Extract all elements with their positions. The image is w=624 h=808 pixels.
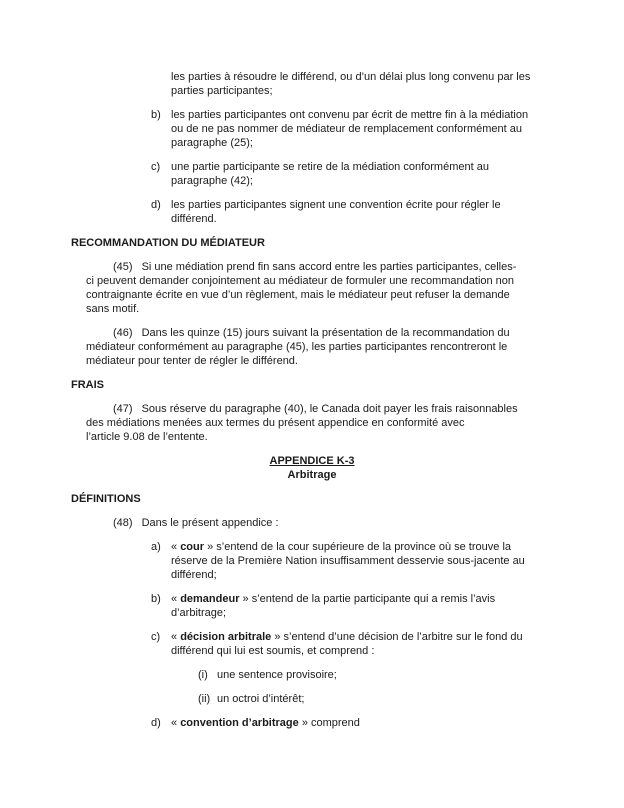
list-item-text (171, 716, 624, 730)
text-line (171, 644, 624, 658)
section-heading (71, 378, 624, 392)
section-heading (71, 236, 624, 250)
text-segment: Dans le présent appendice : (141, 517, 279, 529)
text-segment: ci peuvent demander conjointement au médiateur de formuler une recommandation non (86, 275, 515, 287)
list-item-label: c) (151, 161, 161, 173)
text-segment: paragraphe (25); (171, 137, 253, 149)
text-line (171, 108, 624, 122)
list-item-label: b) (151, 593, 161, 605)
text-line (86, 288, 624, 302)
text-segment: Sous réserve du paragraphe (40), le Canada doit payer les frais raisonnables (141, 403, 518, 415)
text-line (86, 274, 624, 288)
text-segment: Arbitrage (287, 469, 337, 481)
text-segment: Dans les quinze (15) jours suivant la présentation de la recommandation du (141, 327, 510, 339)
text-line (171, 136, 624, 150)
text-line (171, 84, 624, 98)
list-item-text (171, 198, 624, 226)
text-segment: d’arbitrage; (171, 607, 227, 619)
paragraph-number: (45) (113, 261, 133, 273)
paragraph (86, 516, 624, 530)
text-segment: les parties à résoudre le différend, ou d’un délai plus long convenu par les (171, 71, 531, 83)
list-item (71, 540, 624, 582)
paragraph-number: (46) (113, 327, 133, 339)
paragraph (86, 402, 624, 444)
list-item (71, 592, 624, 620)
list-item-text (171, 160, 624, 188)
text-segment: une partie participante se retire de la médiation conformément au (171, 161, 489, 173)
text-segment: RECOMMANDATION DU MÉDIATEUR (71, 237, 265, 249)
paragraph (86, 260, 624, 316)
text-segment: « (171, 717, 181, 729)
section-heading-text (71, 492, 624, 506)
text-segment: un octroi d’intérêt; (217, 693, 305, 705)
text-line (86, 302, 624, 316)
list-item-label: d) (151, 199, 161, 211)
text-line (171, 568, 624, 582)
text-line (171, 122, 624, 136)
section-heading-text (71, 236, 624, 250)
text-line (171, 592, 624, 606)
text-segment: » s’entend de la partie participante qui a remis l’avis (239, 593, 496, 605)
list-item (71, 160, 624, 188)
list-item (71, 716, 624, 730)
list-item-label: (i) (198, 669, 208, 681)
text-segment: réserve de la Première Nation insuffisamment desservie sous-jacente au (171, 555, 525, 567)
page-content (71, 70, 624, 730)
list-item-label: c) (151, 631, 161, 643)
roman-list-item (71, 692, 624, 706)
text-segment: contraignante écrite en vue d’un règlement, mais le médiateur peut refuser la demande (86, 289, 510, 301)
text-line (86, 326, 624, 340)
text-line (86, 430, 624, 444)
list-item-label: d) (151, 717, 161, 729)
text-line (171, 212, 624, 226)
list-item-label: b) (151, 109, 161, 121)
text-segment: » comprend (298, 717, 360, 729)
text-segment: APPENDICE K-3 (269, 455, 355, 467)
defined-term: convention d’arbitrage (180, 717, 299, 729)
appendix-title (71, 454, 553, 482)
text-line (217, 692, 624, 706)
defined-term: cour (180, 541, 205, 553)
list-item-text (171, 630, 624, 658)
text-line (217, 668, 624, 682)
list-item-text (217, 668, 624, 682)
list-item-text (171, 108, 624, 150)
text-line (86, 260, 624, 274)
defined-term: décision arbitrale (180, 631, 272, 643)
text-segment: différend; (171, 569, 217, 581)
text-line (171, 630, 624, 644)
text-segment: FRAIS (71, 379, 104, 391)
roman-list-item (71, 668, 624, 682)
text-segment: une sentence provisoire; (217, 669, 337, 681)
text-line (171, 160, 624, 174)
list-item (71, 630, 624, 658)
centered-heading (71, 468, 553, 482)
text-segment: sans motif. (86, 303, 140, 315)
paragraph (86, 326, 624, 368)
text-segment: les parties participantes signent une convention écrite pour régler le (171, 199, 501, 211)
text-line (86, 402, 624, 416)
list-item-label: (ii) (198, 693, 211, 705)
section-heading (71, 492, 624, 506)
text-segment: « (171, 593, 181, 605)
text-line (171, 174, 624, 188)
text-line (86, 340, 624, 354)
text-line (171, 540, 624, 554)
text-line (86, 416, 624, 430)
text-segment: différend. (171, 213, 217, 225)
paragraph-number: (47) (113, 403, 133, 415)
defined-term: demandeur (180, 593, 240, 605)
list-item-text (171, 592, 624, 620)
text-segment: » s’entend de la cour supérieure de la province où se trouve la (204, 541, 511, 553)
text-line (171, 198, 624, 212)
text-segment: médiateur conformément au paragraphe (45), les parties participantes rencontreront le (86, 341, 508, 353)
text-segment: médiateur pour tenter de régler le différend. (86, 355, 298, 367)
list-item-label: a) (151, 541, 161, 553)
text-segment: Si une médiation prend fin sans accord entre les parties participantes, celles- (141, 261, 517, 273)
text-line (171, 554, 624, 568)
list-item (71, 198, 624, 226)
text-segment: « (171, 541, 181, 553)
text-segment: parties participantes; (171, 85, 273, 97)
text-segment: DÉFINITIONS (71, 493, 141, 505)
text-segment: « (171, 631, 181, 643)
list-item-text (217, 692, 624, 706)
text-segment: différend qui lui est soumis, et comprend : (171, 645, 375, 657)
text-segment: paragraphe (42); (171, 175, 253, 187)
text-line (171, 606, 624, 620)
text-segment: » s’entend d’une décision de l’arbitre sur le fond du (271, 631, 523, 643)
list-item-text (171, 540, 624, 582)
centered-heading (71, 454, 553, 468)
text-segment: ou de ne pas nommer de médiateur de remplacement conformément au (171, 123, 522, 135)
text-line (86, 516, 624, 530)
continuation-text (171, 70, 624, 98)
section-heading-text (71, 378, 624, 392)
text-line (86, 354, 624, 368)
text-segment: les parties participantes ont convenu par écrit de mettre fin à la médiation (171, 109, 529, 121)
text-segment: l’article 9.08 de l’entente. (86, 431, 208, 443)
text-segment: des médiations menées aux termes du présent appendice en conformité avec (86, 417, 465, 429)
paragraph-number: (48) (113, 517, 133, 529)
text-line (171, 716, 624, 730)
text-line (171, 70, 624, 84)
list-item (71, 108, 624, 150)
